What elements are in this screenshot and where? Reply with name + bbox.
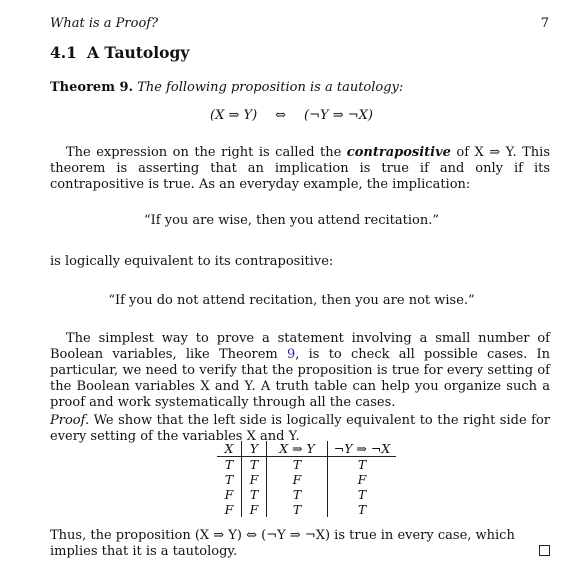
table-cell: T: [224, 457, 234, 472]
table-cell: T: [267, 457, 328, 473]
truth-table-header-row: [217, 441, 396, 457]
proof-label: Proof.: [50, 413, 90, 428]
proof-text: We show that the left side is logically equivalent to the right side for every setting of the variables X and Y.: [50, 413, 550, 444]
section-number: 4.1: [50, 43, 77, 62]
section-title: A Tautology: [86, 43, 190, 62]
para3-text-a: The simplest way to prove a statement involving a small number of Boolean variables, like Theorem: [50, 331, 550, 362]
table-row: [217, 487, 396, 502]
section-heading: [50, 43, 189, 62]
paragraph-contrapositive: [50, 145, 550, 193]
header-contrapositive: ¬Y ⇒ ¬X: [328, 441, 397, 457]
header-implication: X ⇒ Y: [267, 441, 328, 457]
theorem-reference-link[interactable]: 9: [286, 347, 296, 362]
table-cell: F: [267, 472, 328, 487]
quote-implication: “If you are wise, then you attend recitation.”: [144, 213, 439, 228]
para1-text-b: of X ⇒ Y. This theorem is asserting that an implication is true if and only if its contrapositive is true. As an everyday example, the implication:: [50, 145, 551, 192]
para1-text-a: The expression on the right is called the: [66, 145, 347, 160]
paragraph-equivalent: is logically equivalent to its contrapositive:: [50, 254, 334, 269]
table-cell: F: [224, 502, 234, 517]
theorem-statement: [50, 80, 550, 96]
table-cell: F: [242, 502, 267, 517]
header-y: Y: [242, 441, 267, 457]
table-row: [217, 472, 396, 487]
table-cell: T: [328, 487, 397, 502]
running-title: What is a Proof?: [50, 16, 159, 31]
theorem-label: Theorem 9.: [50, 80, 134, 95]
table-cell: T: [328, 502, 397, 517]
conclusion-paragraph: Thus, the proposition (X ⇒ Y) ⇔ (¬Y ⇒ ¬X) is true in every case, which implies that it is a tautology.: [50, 528, 515, 559]
quote-contrapositive: “If you do not attend recitation, then you are not wise.”: [108, 293, 475, 308]
table-cell: T: [267, 502, 328, 517]
table-cell: T: [267, 487, 328, 502]
table-row: [217, 457, 396, 473]
table-row: [217, 502, 396, 517]
table-cell: F: [328, 472, 397, 487]
equation-iff: ⇔: [275, 108, 287, 123]
page-number: 7: [540, 16, 549, 31]
table-cell: T: [328, 457, 397, 473]
header-x: X: [217, 441, 242, 457]
theorem-equation: [0, 108, 583, 123]
table-cell: T: [242, 457, 267, 473]
table-cell: T: [242, 487, 267, 502]
para3-text-b: , is to check all possible cases. In particular, we need to verify that the proposition is true for every setting of the Boolean variables X and Y. A truth table can help you organize such a proof and work systematically through all the cases.: [50, 347, 550, 410]
qed-square-icon: [539, 545, 550, 556]
truth-table: [217, 441, 396, 517]
table-cell: T: [224, 472, 234, 487]
table-cell: F: [242, 472, 267, 487]
theorem-text: The following proposition is a tautology:: [137, 80, 404, 95]
term-contrapositive: contrapositive: [346, 145, 451, 160]
table-cell: F: [224, 487, 234, 502]
equation-lhs: (X ⇒ Y): [210, 108, 258, 123]
equation-rhs: (¬Y ⇒ ¬X): [304, 108, 373, 123]
paragraph-truth-table-intro: [50, 331, 550, 411]
